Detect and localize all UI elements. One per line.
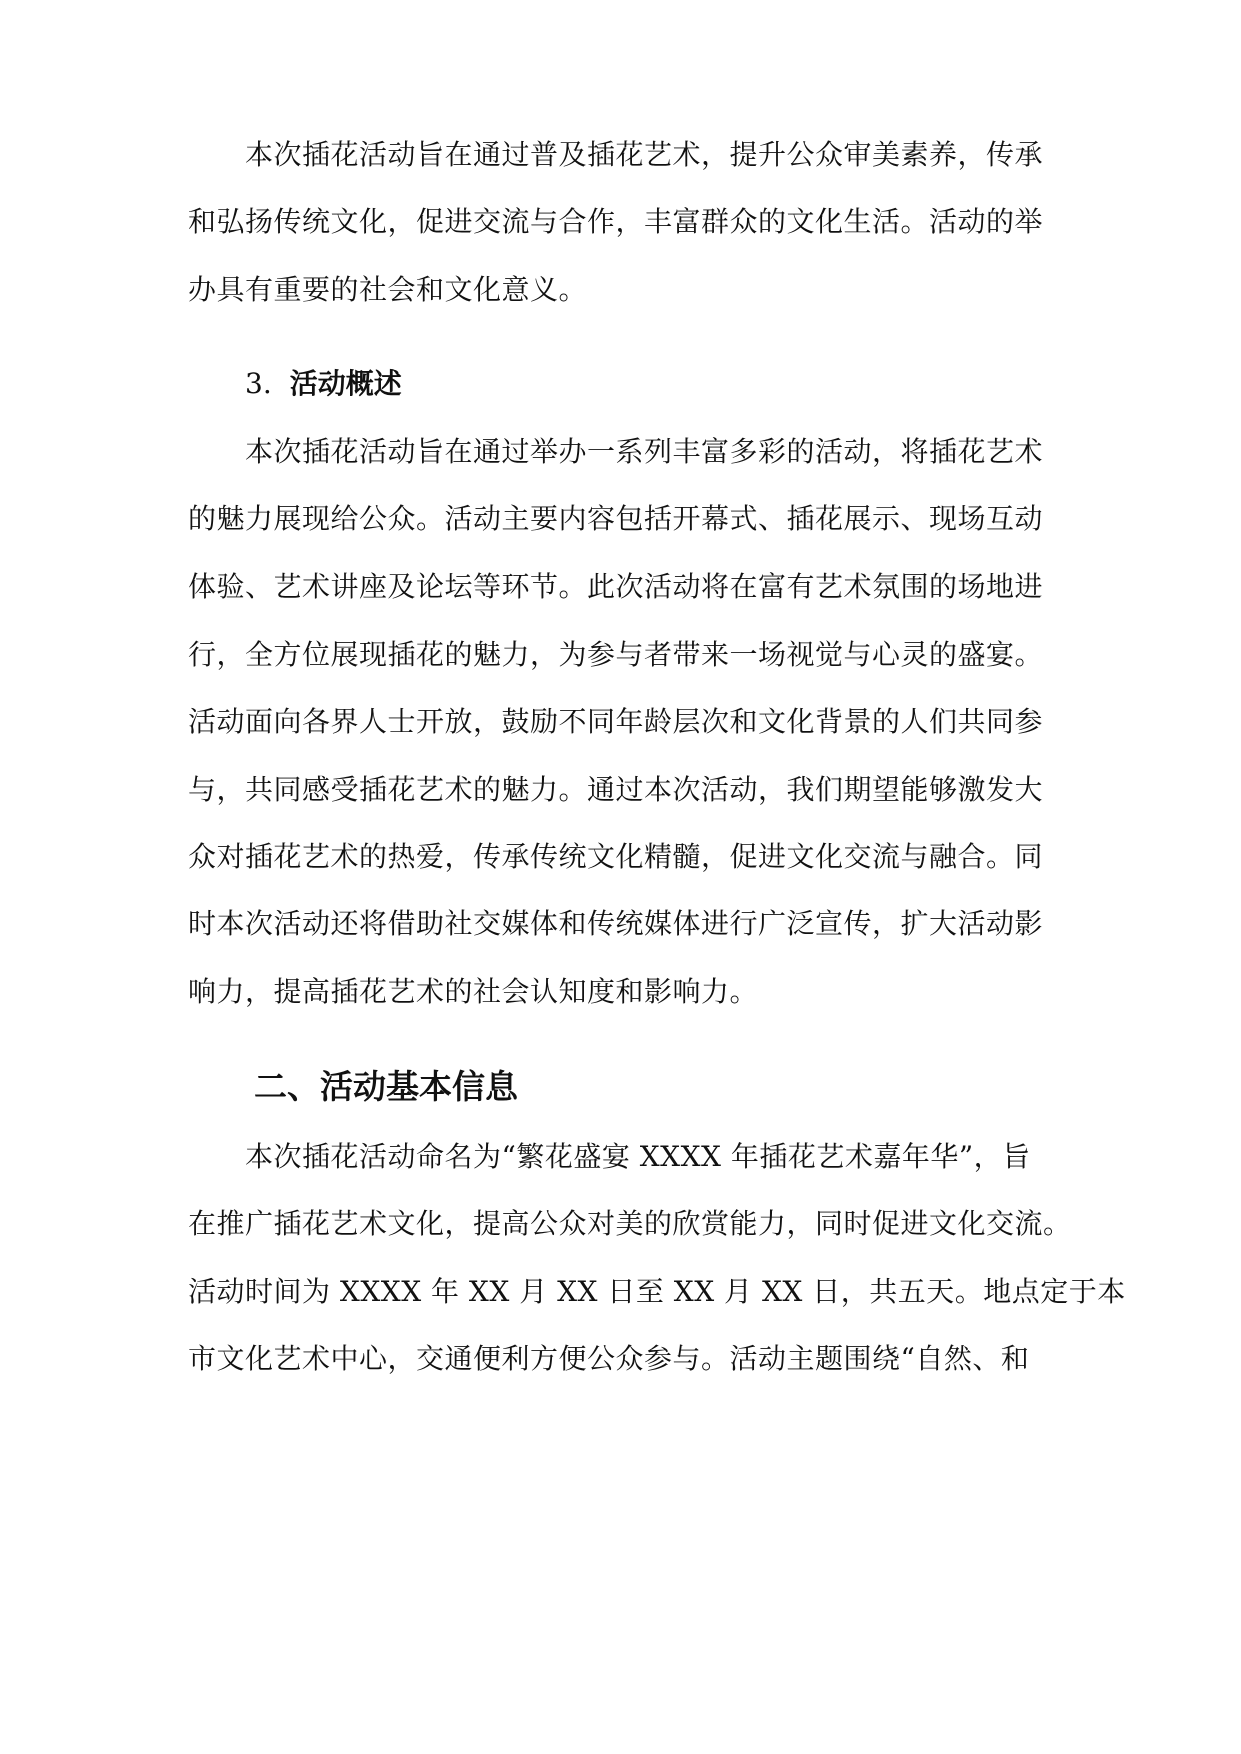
section-heading-2: 二、活动基本信息: [254, 1067, 518, 1106]
paragraph-line: 和弘扬传统文化，促进交流与合作，丰富群众的文化生活。活动的举: [188, 205, 1044, 238]
section-title: 活动概述: [289, 367, 402, 400]
paragraph-line: 时本次活动还将借助社交媒体和传统媒体进行广泛宣传，扩大活动影: [188, 907, 1044, 940]
paragraph-line: 在推广插花艺术文化，提高公众对美的欣赏能力，同时促进文化交流。: [188, 1207, 1072, 1240]
paragraph-line: 响力，提高插花艺术的社会认知度和影响力。: [188, 975, 759, 1008]
paragraph-line: 体验、艺术讲座及论坛等环节。此次活动将在富有艺术氛围的场地进: [188, 570, 1044, 603]
paragraph-line: 活动面向各界人士开放，鼓励不同年龄层次和文化背景的人们共同参: [188, 705, 1044, 738]
paragraph-line: 活动时间为 XXXX 年 XX 月 XX 日至 XX 月 XX 日，共五天。地点定于本: [188, 1275, 1126, 1308]
paragraph-line: 的魅力展现给公众。活动主要内容包括开幕式、插花展示、现场互动: [188, 502, 1044, 535]
section-heading-3: [245, 364, 402, 404]
paragraph-line: 与，共同感受插花艺术的魅力。通过本次活动，我们期望能够激发大: [188, 773, 1044, 806]
paragraph-line: 众对插花艺术的热爱，传承传统文化精髓，促进文化交流与融合。同: [188, 840, 1044, 873]
paragraph-line: 市文化艺术中心，交通便利方便公众参与。活动主题围绕“自然、和: [188, 1342, 1030, 1375]
paragraph-line: 办具有重要的社会和文化意义。: [188, 273, 588, 306]
paragraph-line: 本次插花活动命名为“繁花盛宴 XXXX 年插花艺术嘉年华”，旨: [245, 1140, 1031, 1173]
paragraph-line: 本次插花活动旨在通过举办一系列丰富多彩的活动，将插花艺术: [245, 435, 1044, 468]
paragraph-line: 本次插花活动旨在通过普及插花艺术，提升公众审美素养，传承: [245, 138, 1044, 171]
paragraph-line: 行，全方位展现插花的魅力，为参与者带来一场视觉与心灵的盛宴。: [188, 638, 1044, 671]
section-number: 3.: [245, 367, 272, 400]
